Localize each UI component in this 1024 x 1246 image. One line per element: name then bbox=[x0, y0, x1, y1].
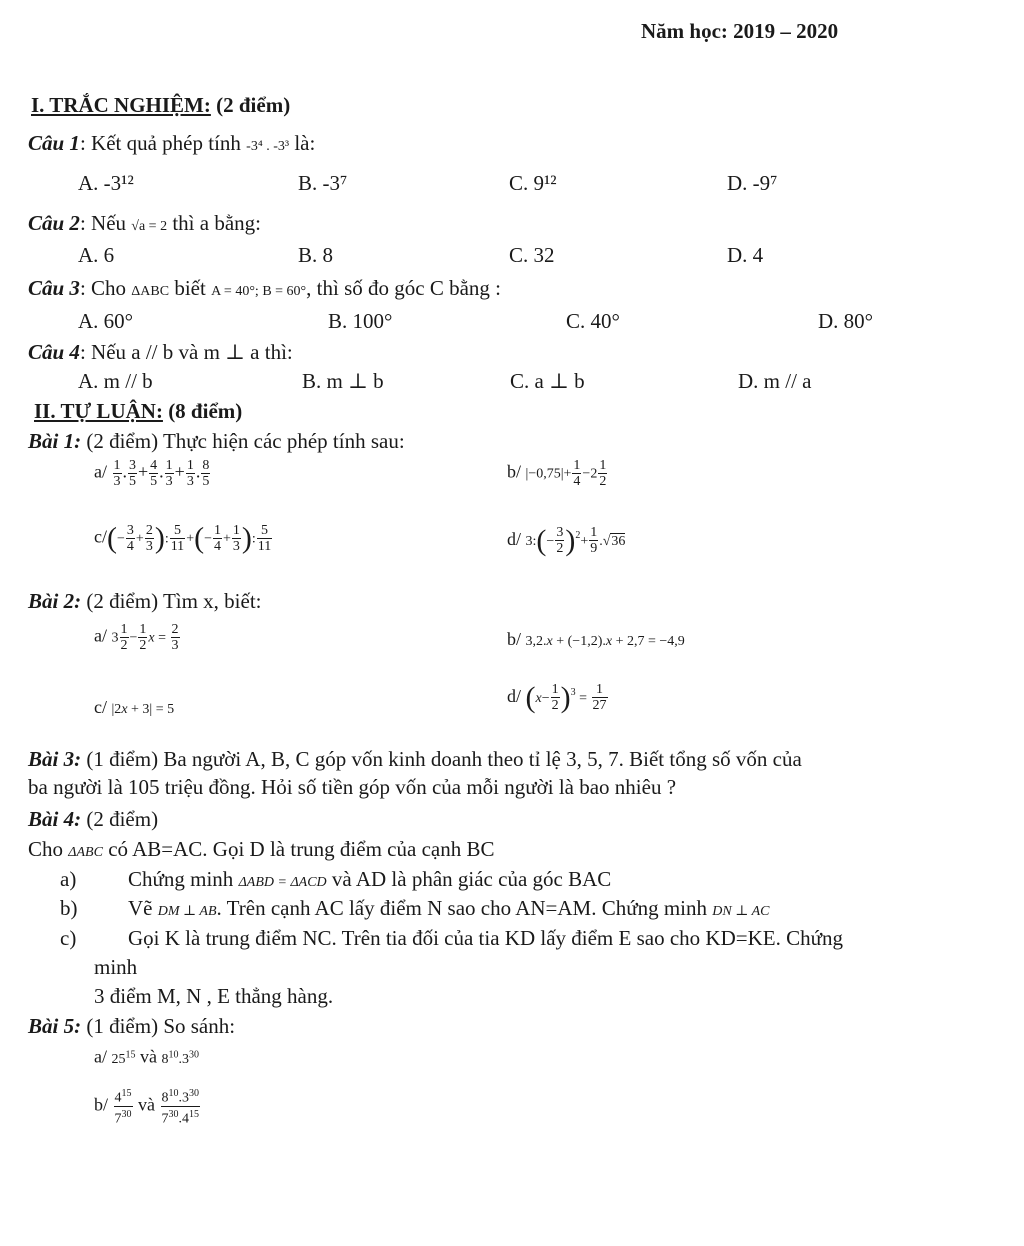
question-4-label: Câu 4 bbox=[28, 340, 80, 364]
q2-option-a: A. 6 bbox=[78, 243, 115, 267]
bai3-text1: (1 điểm) Ba người A, B, C góp vốn kinh doanh theo tỉ lệ 3, 5, 7. Biết tổng số vốn của bbox=[86, 747, 802, 771]
bai5-text: (1 điểm) So sánh: bbox=[86, 1014, 236, 1038]
question-1: Câu 1: Kết quả phép tính -3⁴ . -3³ là: bbox=[28, 131, 316, 155]
bai5-b-va: và bbox=[138, 1094, 156, 1115]
part2-points: (8 điểm) bbox=[168, 399, 243, 423]
q2-option-b: B. 8 bbox=[298, 243, 334, 267]
part2-heading bbox=[34, 398, 242, 424]
bai3-label: Bài 3: bbox=[28, 747, 82, 771]
q1-option-c: C. 9¹² bbox=[509, 171, 557, 195]
bai4-c-marker: c) bbox=[60, 926, 77, 950]
bai1-b: b/ |−0,75|+ $\frac{1}{4}$ −2 $\frac{1}{2}$ bbox=[507, 458, 607, 489]
question-1-label: Câu 1 bbox=[28, 131, 80, 155]
bai4-c-cont1: minh bbox=[94, 955, 138, 979]
question-2-label: Câu 2 bbox=[28, 211, 80, 235]
bai2-label: Bài 2: bbox=[28, 589, 82, 613]
q2-option-d: D. 4 bbox=[727, 243, 764, 267]
bai4-intro-math: ΔABC bbox=[68, 845, 103, 860]
question-1-text: Kết quả phép tính bbox=[91, 131, 241, 155]
bai4-c: Gọi K là trung điểm NC. Trên tia đối của tia KD lấy điểm E sao cho KD=KE. Chứng bbox=[128, 926, 843, 950]
bai3-line1 bbox=[28, 746, 802, 772]
q1-option-d: D. -9⁷ bbox=[727, 171, 778, 195]
bai4-intro bbox=[28, 836, 494, 866]
bai4-c-cont2: 3 điểm M, N , E thẳng hàng. bbox=[94, 984, 334, 1008]
bai2-c: c/ |2x + 3| = 5 bbox=[94, 697, 175, 717]
bai4-b bbox=[128, 895, 770, 925]
question-2-text: Nếu bbox=[91, 211, 127, 235]
question-3-label: Câu 3 bbox=[28, 276, 80, 300]
q1-option-b: B. -3⁷ bbox=[298, 171, 348, 195]
question-3-tail: , thì số đo góc C bằng : bbox=[306, 276, 501, 300]
question-1-tail: là: bbox=[294, 131, 316, 155]
bai5-b: b/ $\frac{4^{15}}{7^{30}}$ và $\frac{8^{10}.3^{30}}{7^{30}.4^{15}}$ bbox=[94, 1088, 200, 1127]
part1-heading bbox=[31, 92, 290, 118]
q4-option-b: B. m ⊥ b bbox=[302, 369, 384, 393]
question-3-text: Cho bbox=[91, 276, 127, 300]
q4-option-d: D. m // a bbox=[738, 369, 812, 393]
bai4-a-math: ΔABD = ΔACD bbox=[238, 875, 327, 890]
part2-title: II. TỰ LUẬN: bbox=[34, 399, 163, 423]
bai4-b-math2: DN ⊥ AC bbox=[712, 904, 770, 919]
q3-option-b: B. 100° bbox=[328, 309, 393, 333]
q1-option-a: A. -3¹² bbox=[78, 171, 134, 195]
bai2-text: (2 điểm) Tìm x, biết: bbox=[86, 589, 262, 613]
q3-option-c: C. 40° bbox=[566, 309, 620, 333]
question-2-math: √a = 2 bbox=[131, 219, 168, 234]
bai4-a-marker: a) bbox=[60, 867, 77, 891]
q4-option-c: C. a ⊥ b bbox=[510, 369, 585, 393]
bai4-a bbox=[128, 866, 611, 896]
q2-option-c: C. 32 bbox=[509, 243, 555, 267]
bai4-b-math1: DM ⊥ AB bbox=[157, 904, 217, 919]
bai3-line2: ba người là 105 triệu đồng. Hỏi số tiền góp vốn của mỗi người là bao nhiêu ? bbox=[28, 775, 677, 799]
bai4-a-text2: và AD là phân giác của góc BAC bbox=[331, 867, 612, 891]
bai4-heading bbox=[28, 806, 158, 832]
bai4-points: (2 điểm) bbox=[86, 807, 159, 831]
q3-option-a: A. 60° bbox=[78, 309, 134, 333]
bai1-heading bbox=[28, 428, 405, 454]
bai4-b-text1: Vẽ bbox=[128, 896, 153, 920]
bai1-a: a/ $\frac{1}{3}$ . $\frac{3}{5}$ + $\frac{4}{5}$ . $\frac{1}{3}$ + $\frac{1}{3}$ . $\frac{8}{5}$ bbox=[94, 458, 210, 489]
bai5-heading bbox=[28, 1013, 235, 1039]
question-3-math2: A = 40°; B = 60° bbox=[211, 284, 307, 299]
question-4: Câu 4: Nếu a // b và m ⊥ a thì: bbox=[28, 340, 293, 364]
bai5-label: Bài 5: bbox=[28, 1014, 82, 1038]
bai4-b-marker: b) bbox=[60, 896, 78, 920]
bai4-b-text2: . Trên cạnh AC lấy điểm N sao cho AN=AM. Chứng minh bbox=[216, 896, 708, 920]
bai1-label: Bài 1: bbox=[28, 429, 82, 453]
question-2-tail: thì a bằng: bbox=[172, 211, 261, 235]
q3-option-d: D. 80° bbox=[818, 309, 874, 333]
bai2-a: a/ 3 $\frac{1}{2}$ − $\frac{1}{2}$ x = $\frac{2}{3}$ bbox=[94, 622, 179, 653]
q4-option-a: A. m // b bbox=[78, 369, 153, 393]
bai2-d: d/ (x− $\frac{1}{2}$ )$^3$ = $\frac{1}{27}$ bbox=[507, 680, 607, 714]
question-3-mid: biết bbox=[174, 276, 206, 300]
part1-title: I. TRẮC NGHIỆM: bbox=[31, 93, 211, 117]
bai1-text: (2 điểm) Thực hiện các phép tính sau: bbox=[86, 429, 405, 453]
bai1-c: c/(− $\frac{3}{4}$ + $\frac{2}{3}$ ): $\frac{5}{11}$ +(− $\frac{1}{4}$ + $\frac{1}{3}$ ): $\frac{5}{11}$ bbox=[94, 521, 272, 555]
bai4-label: Bài 4: bbox=[28, 807, 82, 831]
bai5-a-va: và bbox=[140, 1046, 157, 1067]
part1-points: (2 điểm) bbox=[216, 93, 291, 117]
bai4-a-text1: Chứng minh bbox=[128, 867, 234, 891]
question-2: Câu 2: Nếu √a = 2 thì a bằng: bbox=[28, 211, 261, 235]
question-3-math: ΔABC bbox=[131, 284, 170, 299]
bai1-d: d/ 3:(− $\frac{3}{2}$ )$^2$+ $\frac{1}{9}$ .√36 bbox=[507, 523, 626, 557]
bai2-heading bbox=[28, 588, 262, 614]
question-3: Câu 3: Cho ΔABC biết A = 40°; B = 60°, thì số đo góc C bằng : bbox=[28, 276, 501, 300]
question-4-text: Nếu a // b và m ⊥ a thì: bbox=[91, 340, 293, 364]
bai4-intro-text2: có AB=AC. Gọi D là trung điểm của cạnh BC bbox=[108, 837, 495, 861]
bai5-a: a/ $25^{15}$ và $8^{10}.3^{30}$ bbox=[94, 1046, 199, 1067]
question-1-math: -3⁴ . -3³ bbox=[246, 139, 290, 154]
bai2-b: b/ 3,2.x + (−1,2).x + 2,7 = −4,9 bbox=[507, 629, 685, 649]
bai4-intro-text1: Cho bbox=[28, 837, 64, 861]
school-year: Năm học: 2019 – 2020 bbox=[641, 19, 839, 43]
